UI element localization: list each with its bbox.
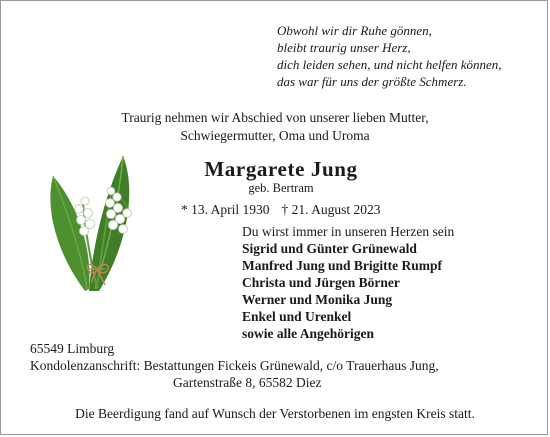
- place: 65549 Limburg: [30, 341, 115, 356]
- lily-of-the-valley-icon: [45, 151, 157, 301]
- intro-line: Schwiegermutter, Oma und Uroma: [180, 128, 370, 143]
- mourner: Sigrid und Günter Grünewald: [242, 241, 417, 256]
- poem-line: dich leiden sehen, und nicht helfen können,: [277, 57, 502, 72]
- mourner: Manfred Jung und Brigitte Rumpf: [242, 258, 443, 273]
- poem-line: bleibt traurig unser Herz,: [277, 40, 411, 55]
- poem-line: das war für uns der größte Schmerz.: [277, 74, 467, 89]
- birth-name: geb. Bertram: [248, 181, 314, 195]
- poem-line: Obwohl wir dir Ruhe gönnen,: [277, 23, 432, 38]
- mourner: sowie alle Angehörigen: [242, 326, 374, 341]
- intro-line: Traurig nehmen wir Abschied von unserer lieben Mutter,: [121, 110, 429, 125]
- intro-text: [1, 109, 549, 145]
- birth-date: * 13. April 1930: [181, 202, 270, 217]
- condolence-address-street: Gartenstraße 8, 65582 Diez: [173, 375, 322, 390]
- life-dates: [181, 202, 381, 218]
- poem: [277, 22, 502, 90]
- condolence-address: Kondolenzanschrift: Bestattungen Fickeis Grünewald, c/o Trauerhaus Jung,: [30, 358, 439, 373]
- death-date: † 21. August 2023: [281, 202, 381, 217]
- address-block: [30, 340, 439, 391]
- mourner: Werner und Monika Jung: [242, 292, 393, 307]
- funeral-note: Die Beerdigung fand auf Wunsch der Verstorbenen im engsten Kreis statt.: [75, 406, 475, 421]
- mourners-list: [242, 223, 454, 342]
- mourners-intro: Du wirst immer in unseren Herzen sein: [242, 224, 455, 239]
- deceased-name: Margarete Jung: [204, 157, 358, 181]
- mourner: Christa und Jürgen Börner: [242, 275, 400, 290]
- mourner: Enkel und Urenkel: [242, 309, 352, 324]
